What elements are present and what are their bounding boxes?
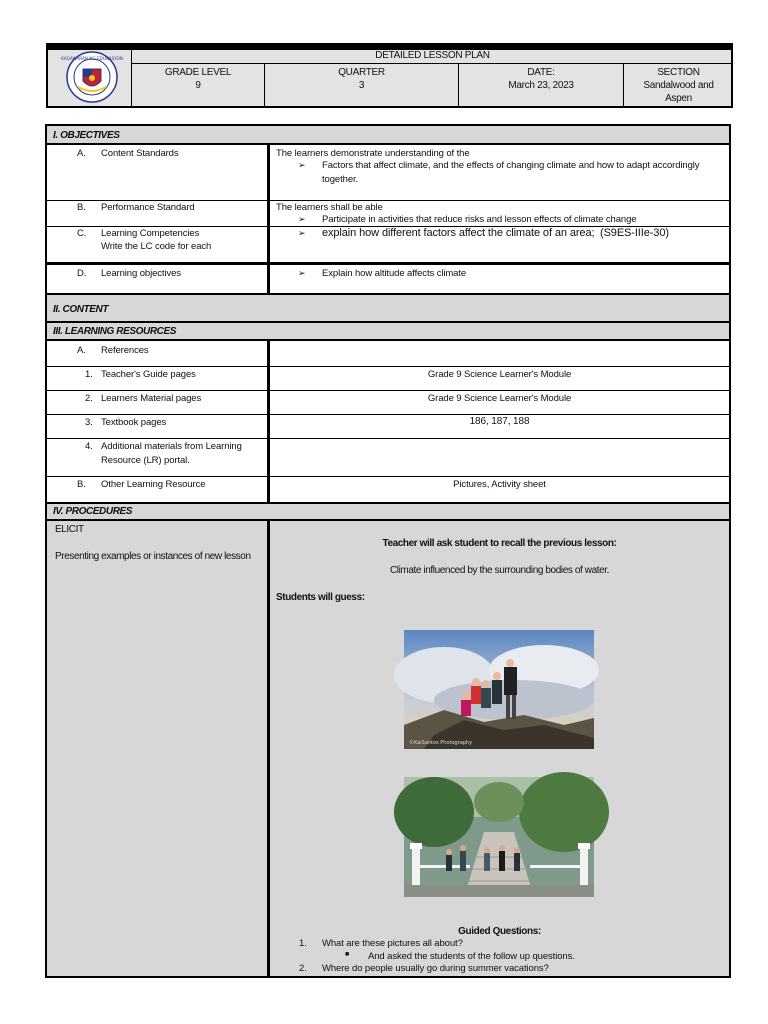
resource-1-number: 1. — [85, 369, 93, 380]
procedures-left-column — [47, 521, 267, 976]
resource-1-label: Teacher's Guide pages — [101, 369, 196, 380]
header-title: DETAILED LESSON PLAN — [375, 50, 490, 61]
objective-b-letter: B. — [77, 202, 86, 213]
date-label: DATE: — [527, 67, 555, 78]
objective-b-text: The learners shall be able — [276, 202, 383, 213]
row-divider — [47, 200, 729, 201]
recall-statement: Climate influenced by the surrounding bodies of water. — [389, 565, 610, 576]
resource-b-label: Other Learning Resource — [101, 479, 206, 490]
objective-b-label: Performance Standard — [101, 202, 195, 213]
resource-4-label-1: Additional materials from Learning — [101, 441, 242, 452]
procedures-title: IV. PROCEDURES — [53, 506, 133, 517]
objective-a-bullet-1: Factors that affect climate, and the effects of changing climate and how to adapt accordingly — [322, 160, 700, 171]
objective-d-label: Learning objectives — [101, 268, 181, 279]
objective-a-letter: A. — [77, 148, 86, 159]
resources-title: III. LEARNING RESOURCES — [53, 326, 177, 337]
resource-1-value: Grade 9 Science Learner's Module — [427, 369, 572, 380]
procedures-header-bar — [47, 502, 729, 521]
deped-seal-icon — [61, 51, 123, 103]
objectives-title: I. OBJECTIVES — [53, 130, 120, 141]
question-1-number: 1. — [299, 938, 307, 949]
arrow-bullet-icon: ➢ — [298, 228, 306, 238]
teacher-instruction: Teacher will ask student to recall the previous lesson: — [382, 538, 617, 549]
header-divider — [131, 63, 733, 64]
stairway-park-photo — [404, 777, 594, 897]
resource-a-label: References — [101, 345, 149, 356]
question-1-sub: And asked the students of the follow up questions. — [368, 951, 575, 962]
quarter-label: QUARTER — [338, 67, 385, 78]
objective-b-bullet: Participate in activities that reduce risks and lesson effects of climate change — [322, 214, 637, 225]
lesson-plan-header — [46, 43, 733, 108]
objective-d-letter: D. — [77, 268, 87, 279]
row-divider — [47, 438, 729, 439]
content-title: II. CONTENT — [53, 304, 109, 315]
content-header-bar — [47, 293, 729, 323]
guided-questions-title: Guided Questions: — [458, 926, 541, 937]
mountain-summit-photo — [404, 630, 594, 749]
row-divider — [47, 366, 729, 367]
question-1-text: What are these pictures all about? — [322, 938, 463, 949]
resource-2-number: 2. — [85, 393, 93, 404]
resource-b-value: Pictures, Activity sheet — [453, 479, 546, 490]
objective-a-label: Content Standards — [101, 148, 179, 159]
resource-b-letter: B. — [77, 479, 86, 490]
row-divider — [47, 414, 729, 415]
arrow-bullet-icon: ➢ — [298, 268, 306, 278]
svg-text:©KaiSantos Photography: ©KaiSantos Photography — [409, 740, 473, 746]
objectives-header-bar — [47, 126, 729, 145]
row-divider — [47, 390, 729, 391]
section-label: SECTION — [657, 67, 700, 78]
resource-4-number: 4. — [85, 441, 93, 452]
square-bullet-icon: ■ — [345, 951, 350, 958]
row-divider — [47, 262, 729, 265]
svg-text:KAGAWARAN NG EDUKASYON: KAGAWARAN NG EDUKASYON — [61, 56, 123, 61]
students-guess-label: Students will guess: — [276, 592, 365, 603]
arrow-bullet-icon: ➢ — [298, 214, 306, 224]
objective-a-bullet-2: together. — [322, 174, 359, 185]
grade-level-value: 9 — [195, 80, 201, 91]
grade-level-label: GRADE LEVEL — [164, 67, 232, 78]
quarter-value: 3 — [358, 80, 365, 91]
date-value: March 23, 2023 — [508, 80, 574, 91]
objective-c-letter: C. — [77, 228, 87, 239]
question-2-text: Where do people usually go during summer vacations? — [322, 963, 549, 974]
resource-2-label: Learners Material pages — [101, 393, 202, 404]
section-value-line2: Aspen — [665, 93, 692, 104]
resource-2-value: Grade 9 Science Learner's Module — [427, 393, 572, 404]
objective-c-bullet: explain how different factors affect the climate of an area; — [322, 227, 595, 239]
objective-d-bullet: Explain how altitude affects climate — [322, 268, 467, 279]
objective-c-label-2: Write the LC code for each — [101, 241, 212, 252]
objective-c-code: (S9ES-IIIe-30) — [600, 227, 669, 239]
resource-a-letter: A. — [77, 345, 86, 356]
lesson-plan-table — [45, 124, 731, 978]
row-divider — [47, 476, 729, 477]
section-value-line1: Sandalwood and — [643, 80, 714, 91]
resource-3-value: 186, 187, 188 — [469, 416, 530, 427]
objective-c-label-1: Learning Competencies — [101, 228, 200, 239]
arrow-bullet-icon: ➢ — [298, 160, 306, 170]
resource-3-label: Textbook pages — [101, 417, 167, 428]
resource-4-label-2: Resource (LR) portal. — [101, 455, 190, 466]
objective-a-text: The learners demonstrate understanding of the — [276, 148, 470, 159]
question-2-number: 2. — [299, 963, 307, 974]
elicit-label: ELICIT — [55, 524, 84, 535]
resource-3-number: 3. — [85, 417, 93, 428]
elicit-description: Presenting examples or instances of new lesson — [55, 551, 251, 562]
